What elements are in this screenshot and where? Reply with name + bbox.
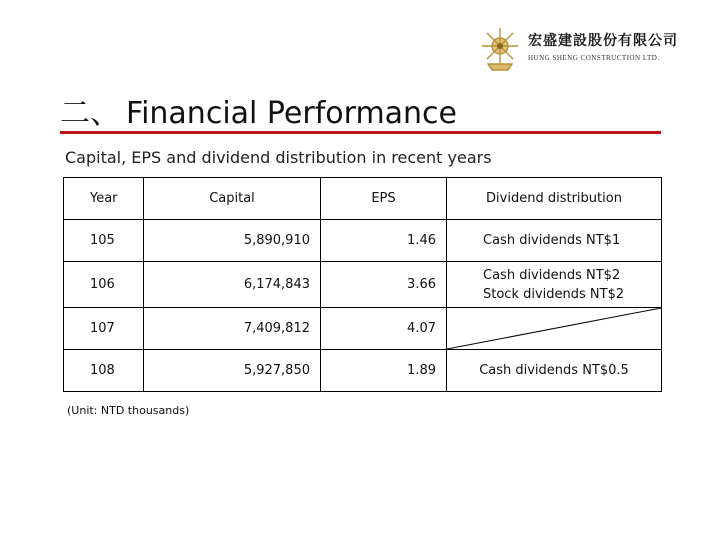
company-emblem-icon — [476, 24, 524, 72]
cell-capital: 5,927,850 — [144, 350, 321, 392]
table-row — [64, 262, 662, 308]
dividend-line: Cash dividends NT$0.5 — [479, 363, 629, 378]
dividend-line: Cash dividends NT$1 — [483, 233, 621, 248]
cell-capital: 7,409,812 — [144, 308, 321, 350]
cell-dividend — [447, 262, 662, 308]
dividend-line: Cash dividends NT$2 — [483, 267, 621, 283]
header-capital: Capital — [144, 178, 321, 220]
table-header-row — [64, 178, 662, 220]
cell-year: 107 — [64, 308, 144, 350]
header-year: Year — [64, 178, 144, 220]
cell-capital: 5,890,910 — [144, 220, 321, 262]
diagonal-slash — [447, 308, 661, 349]
dividend-line: Stock dividends NT$2 — [483, 286, 625, 302]
cell-capital: 6,174,843 — [144, 262, 321, 308]
cell-eps: 3.66 — [321, 262, 447, 308]
cell-dividend — [447, 350, 662, 392]
table-row — [64, 308, 662, 350]
page-title — [60, 88, 458, 131]
cell-year: 105 — [64, 220, 144, 262]
company-logo — [476, 22, 678, 72]
cell-eps: 1.46 — [321, 220, 447, 262]
cell-year: 108 — [64, 350, 144, 392]
cell-eps: 1.89 — [321, 350, 447, 392]
title-prefix: 二、 — [60, 96, 120, 131]
table-caption: Capital, EPS and dividend distribution in recent years — [65, 148, 492, 167]
header-dividend: Dividend distribution — [447, 178, 662, 220]
title-text: Financial Performance — [126, 96, 458, 131]
logo-company-name-cn: 宏盛建設股份有限公司 — [528, 33, 678, 49]
cell-dividend-empty — [447, 308, 662, 350]
unit-note: (Unit: NTD thousands) — [67, 404, 190, 417]
cell-dividend — [447, 220, 662, 262]
financial-table — [63, 177, 662, 392]
cell-year: 106 — [64, 262, 144, 308]
header-eps: EPS — [321, 178, 447, 220]
cell-eps: 4.07 — [321, 308, 447, 350]
table-row — [64, 220, 662, 262]
table-row — [64, 350, 662, 392]
logo-company-name-en: HUNG SHENG CONSTRUCTION LTD. — [528, 54, 660, 62]
title-divider — [60, 131, 661, 134]
